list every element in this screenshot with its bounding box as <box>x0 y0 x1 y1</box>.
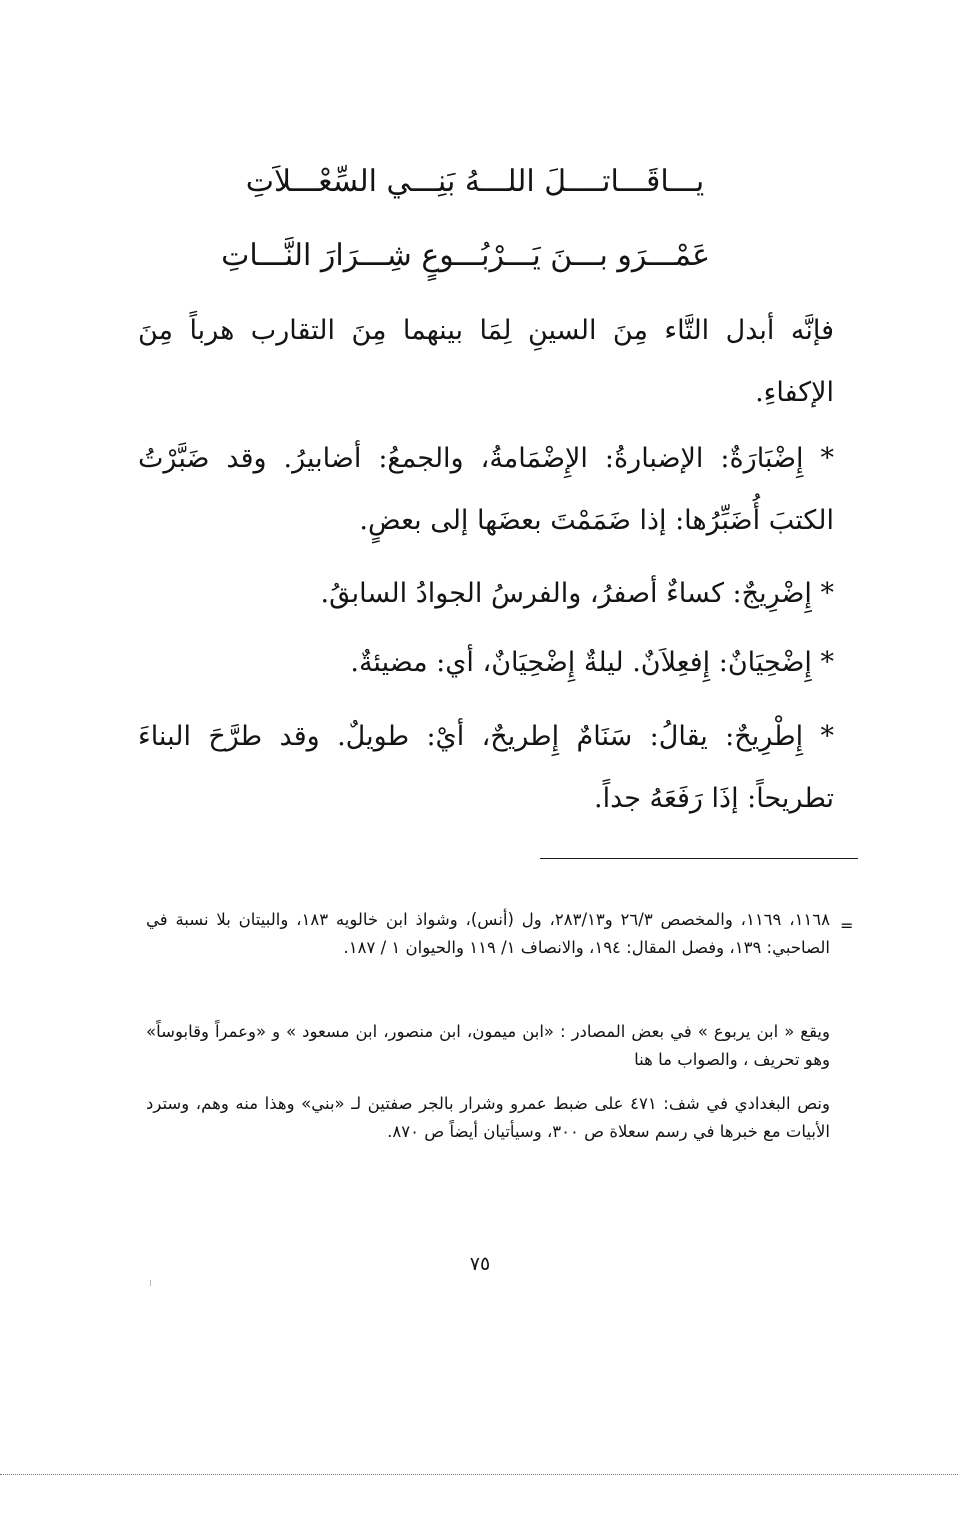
page-number: ٧٥ <box>469 1253 491 1275</box>
entry-idhiyan: * إِضْحِيَانٌ: إِفعِلاَنٌ. ليلةٌ إِضْحِيَانٌ، أي: مضيئةٌ. <box>350 647 834 678</box>
footnote-sources: ١١٦٨، ١١٦٩، والمخصص ٢٦/٣ و٢٨٣/١٣، ول (أنس)، وشواذ ابن خالويه ١٨٣، والبيتان بلا نسبة في الصاحبي: ١٣٩، وفصل المقال: ١٩٤، والانصاف ١/ ١١٩ والحيوان ١ / ١٨٧. <box>146 910 831 957</box>
footnote-variant: ويقع « ابن يربوع » في بعض المصادر : «ابن ميمون، ابن منصور، ابن مسعود » و «وعمراً وقابوساً» وهو تحريف ، والصواب ما هنا <box>146 1022 830 1069</box>
intro-paragraph: فإنَّه أبدل التَّاء مِنَ السينِ لِمَا بينهما مِنَ التقارب هرباً مِنَ الإكفاءِ. <box>138 315 834 408</box>
footnote-continuation-mark: = <box>840 916 854 935</box>
footnote-baghdadi: ونص البغدادي في شف: ٤٧١ على ضبط عمرو وشرار بالجر صفتين لـ «بني» وهذا منه وهم، وسترد الأبيات مع خبرها في رسم سعلاة ص ٣٠٠، وسيأتيان أيضاً ص ٨٧٠. <box>146 1094 830 1141</box>
entry-idbara: * إِضْبَارَةٌ: الإضبارةُ: الإِضْمَامةُ، والجمعُ: أضابيرُ. وقد ضَبَّرْتُ الكتبَ أُضَبِّرُها: إذا ضَمَمْتَ بعضَها إلى بعضٍ. <box>138 443 834 536</box>
entry-itrih: * إِطْرِيحٌ: يقالُ: سَنَامٌ إِطريحٌ، أيْ: طويلٌ. وقد طرَّحَ البناءَ تطريحاً: إذَا رَفَعَهُ جداً. <box>138 721 834 814</box>
scan-speck <box>150 1280 151 1286</box>
scan-bottom-edge <box>0 1474 958 1475</box>
verse-line-2: عَمْـــرَو بـــنَ يَـــرْبُـــوعٍ شِـــرَارَ النَّـــاتِ <box>221 238 710 273</box>
footnote-separator <box>540 858 858 859</box>
verse-line-1: يـــاقَـــاتــــلَ اللـــهُ بَنِـــي السِّعْـــلاَتِ <box>245 164 705 199</box>
entry-idrij: * إِضْرِيجٌ: كساءٌ أصفرُ، والفرسُ الجوادُ السابقُ. <box>320 578 834 609</box>
